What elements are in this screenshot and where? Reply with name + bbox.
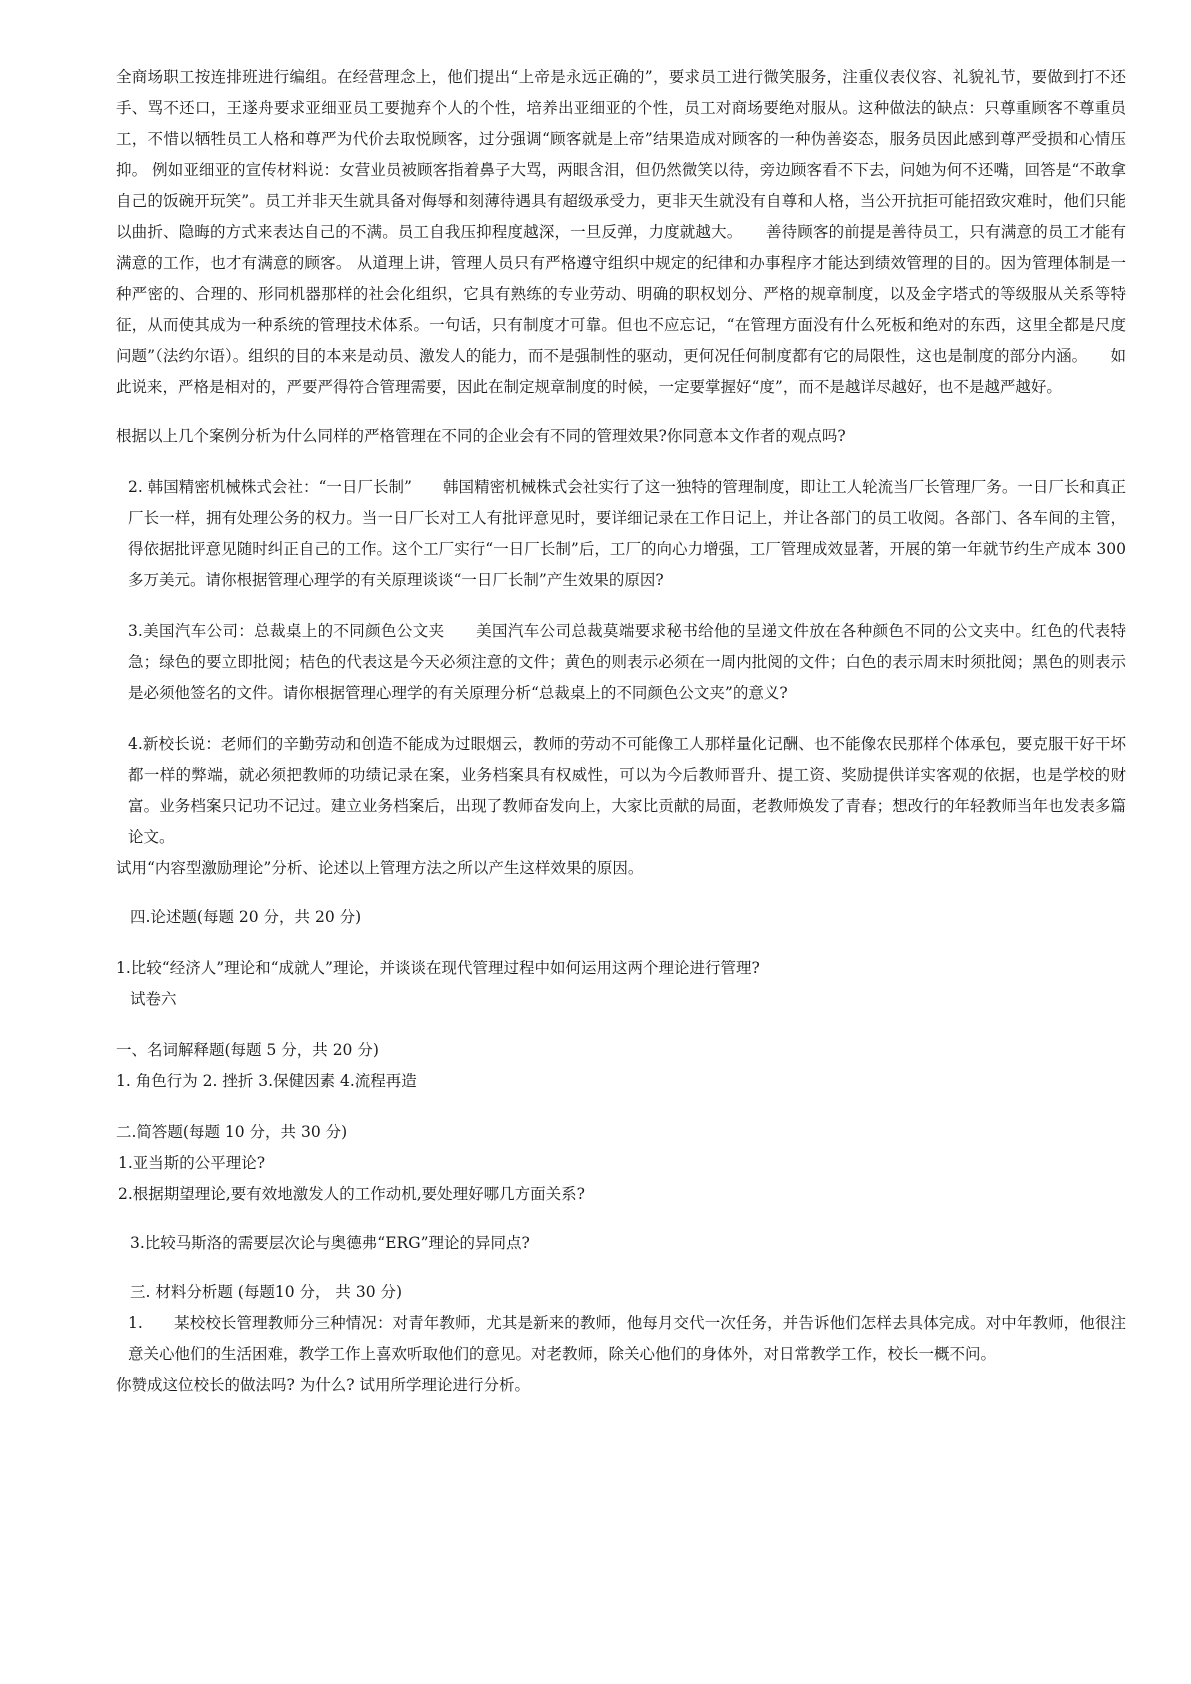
essay-question-1: 1.比较“经济人”理论和“成就人”理论，并谈谈在现代管理过程中如何运用这两个理论进行管理? (116, 959, 760, 977)
section-heading-terms: 一、名词解释题(每题 5 分，共 20 分) (116, 1041, 379, 1059)
case-paragraph-asia-mall: 全商场职工按连排班进行编组。在经营理念上，他们提出“上帝是永远正确的”，要求员工进行微笑服务，注重仪表仪容、礼貌礼节，要做到打不还手、骂不还口，王遂舟要求亚细亚员工要抛弃个人的个性，培养出亚细亚的个性，员工对商场要绝对服从。这种做法的缺点：只尊重顾客不尊重员工，不惜以牺牲员工人格和尊严为代价去取悦顾客，过分强调“顾客就是上帝”结果造成对顾客的一种伪善姿态，服务员因此感到尊严受损和心情压抑。 例如亚细亚的宣传材料说：女营业员被顾客指着鼻子大骂，两眼含泪，但仍然微笑以待，旁边顾客看不下去，问她为何不还嘴，回答是“不敢拿自己的饭碗开玩笑”。员工并非天生就具备对侮辱和刻薄待遇具有超级承受力，更非天生就没有自尊和人格，当公开抗拒可能招致灾难时，他们只能以曲折、隐晦的方式来表达自己的不满。员工自我压抑程度越深，一旦反弹，力度就越大。 善待顾客的前提是善待员工，只有满意的员工才能有满意的工作，也才有满意的顾客。 从道理上讲，管理人员只有严格遵守组织中规定的纪律和办事程序才能达到绩效管理的目的。因为管理体制是一种严密的、合理的、形同机器那样的社会化组织，它具有熟练的专业劳动、明确的职权划分、严格的规章制度，以及金字塔式的等级服从关系等特征，从而使其成为一种系统的管理技术体系。一句话，只有制度才可靠。但也不应忘记，“在管理方面没有什么死板和绝对的东西，这里全都是尺度问题”（法约尔语）。组织的目的本来是动员、激发人的能力，而不是强制性的驱动，更何况任何制度都有它的局限性，这也是制度的部分内涵。 如此说来，严格是相对的，严要严得符合管理需要，因此在制定规章制度的时候，一定要掌握好“度”，而不是越详尽越好，也不是越严越好。 (116, 68, 1126, 396)
case-paragraph-us-auto: 3.美国汽车公司：总裁桌上的不同颜色公文夹 美国汽车公司总裁莫端要求秘书给他的呈递文件放在各种颜色不同的公文夹中。红色的代表特急；绿色的要立即批阅；桔色的代表这是今天必须注意的文件；黄色的则表示必须在一周内批阅的文件；白色的表示周末时须批阅；黑色的则表示是必须他签名的文件。请你根据管理心理学的有关原理分析“总裁桌上的不同颜色公文夹”的意义? (128, 622, 1126, 702)
material-question-1-ask: 你赞成这位校长的做法吗? 为什么? 试用所学理论进行分析。 (116, 1376, 530, 1394)
short-answer-question-2: 2.根据期望理论,要有效地激发人的工作动机,要处理好哪几方面关系? (118, 1185, 585, 1203)
case-paragraph-new-principal: 4.新校长说：老师们的辛勤劳动和创造不能成为过眼烟云，教师的劳动不可能像工人那样量化记酬、也不能像农民那样个体承包，要克服干好干坏都一样的弊端，就必须把教师的功绩记录在案，业务档案具有权威性，可以为今后教师晋升、提工资、奖励提供详实客观的依据，也是学校的财富。业务档案只记功不记过。建立业务档案后，出现了教师奋发向上，大家比贡献的局面，老教师焕发了青春；想改行的年轻教师当年也发表多篇论文。 (128, 735, 1126, 846)
material-question-1: 1. 某校校长管理教师分三种情况：对青年教师，尤其是新来的教师，他每月交代一次任务，并告诉他们怎样去具体完成。对中年教师，他很注意关心他们的生活困难，教学工作上喜欢听取他们的意见。对老教师，除关心他们的身体外，对日常教学工作，校长一概不问。 (128, 1314, 1126, 1363)
section-heading-material-analysis: 三. 材料分析题 (每题10 分， 共 30 分) (130, 1283, 403, 1301)
document-page (116, 62, 1126, 1401)
terms-list: 1. 角色行为 2. 挫折 3.保健因素 4.流程再造 (116, 1072, 417, 1090)
section-heading-essay: 四.论述题(每题 20 分，共 20 分) (130, 908, 362, 926)
case-question-4: 试用“内容型激励理论”分析、论述以上管理方法之所以产生这样效果的原因。 (116, 859, 644, 877)
short-answer-question-1: 1.亚当斯的公平理论? (118, 1154, 266, 1172)
short-answer-question-3: 3.比较马斯洛的需要层次论与奥德弗“ERG”理论的异同点? (130, 1234, 530, 1252)
case-paragraph-korea-factory: 2. 韩国精密机械株式会社：“一日厂长制” 韩国精密机械株式会社实行了这一独特的管理制度，即让工人轮流当厂长管理厂务。一日厂长和真正厂长一样，拥有处理公务的权力。当一日厂长对工人有批评意见时，要详细记录在工作日记上，并让各部门的员工收阅。各部门、各车间的主管，得依据批评意见随时纠正自己的工作。这个工厂实行“一日厂长制”后，工厂的向心力增强，工厂管理成效显著，开展的第一年就节约生产成本 300 多万美元。请你根据管理心理学的有关原理谈谈“一日厂长制”产生效果的原因? (128, 478, 1126, 589)
paper-title: 试卷六 (130, 990, 177, 1008)
case-question-1: 根据以上几个案例分析为什么同样的严格管理在不同的企业会有不同的管理效果?你同意本文作者的观点吗? (116, 427, 846, 445)
section-heading-short-answer: 二.简答题(每题 10 分，共 30 分) (116, 1123, 348, 1141)
